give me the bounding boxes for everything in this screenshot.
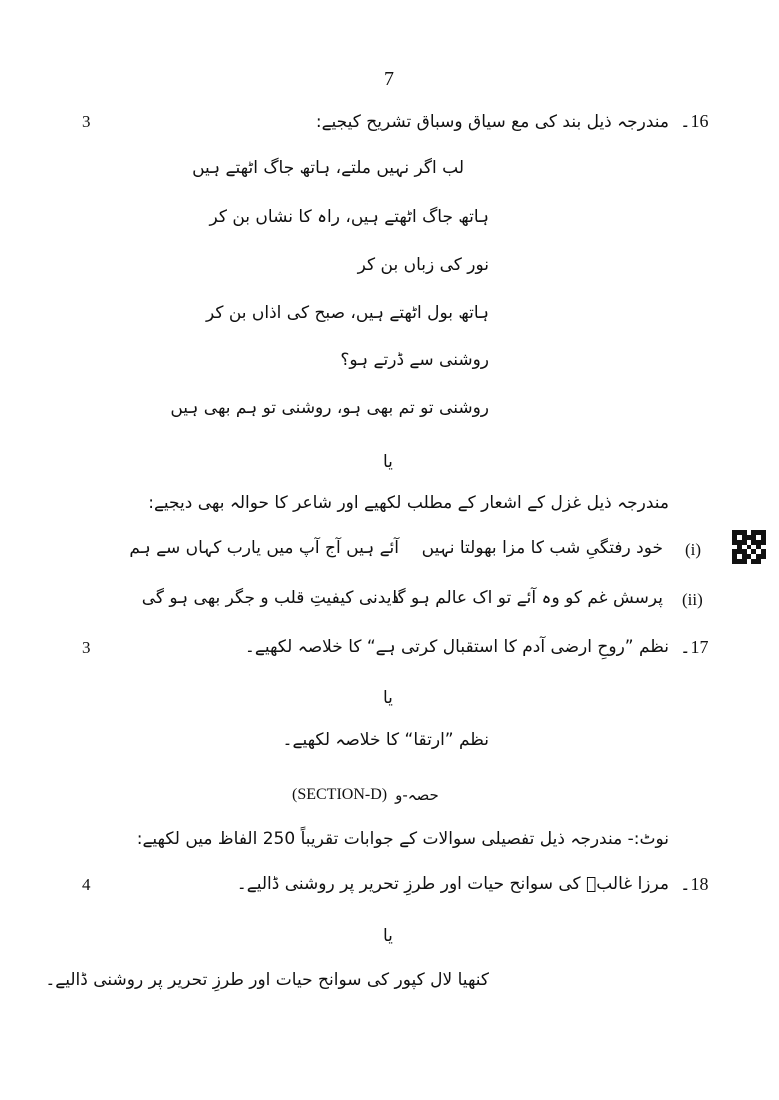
q16-number: 16۔ <box>680 111 709 131</box>
q18-or: یا <box>383 926 393 946</box>
q18-text: مرزا غالبؔ کی سوانح حیات اور طرزِ تحریر پر روشنی ڈالیے۔ <box>236 874 669 894</box>
poem-line: روشنی سے ڈرتے ہو؟ <box>340 350 489 370</box>
poem-line: ہاتھ جاگ اٹھتے ہیں، راہ کا نشاں بن کر <box>209 207 489 227</box>
couplet-label: (ii) <box>682 590 703 609</box>
couplet-label: (i) <box>685 540 702 559</box>
couplet-first-line: خود رفتگیِ شب کا مزا بھولتا نہیں <box>421 538 663 558</box>
q17-or: یا <box>383 688 393 708</box>
poem-line: ہاتھ بول اٹھتے ہیں، صبح کی اذاں بن کر <box>205 303 489 323</box>
q17-alt-text: نظم ”ارتقا“ کا خلاصہ لکھیے۔ <box>282 730 489 750</box>
poem-line: نور کی زباں بن کر <box>357 255 489 275</box>
q16-instruction: مندرجہ ذیل بند کی مع سیاق وسباق تشریح کیجیے: <box>315 112 669 132</box>
poem-line: لب اگر نہیں ملتے، ہاتھ جاگ اٹھتے ہیں <box>192 158 464 178</box>
section-heading-english: (SECTION-D) <box>292 786 388 803</box>
section-heading <box>292 786 439 804</box>
q18-alt-text: کنھیا لال کپور کی سوانح حیات اور طرزِ تحریر پر روشنی ڈالیے۔ <box>45 970 489 990</box>
couplet-second-line: دیدنی کیفیتِ قلب و جگر بھی ہو گی <box>141 588 399 608</box>
couplet-first-line: پرسش غم کو وہ آئے تو اک عالم ہو گا <box>392 588 663 608</box>
couplet-second-line: آئے ہیں آج آپ میں یارب کہاں سے ہم <box>129 538 399 558</box>
page-number: 7 <box>384 68 394 90</box>
q18-marks: 4 <box>82 875 91 894</box>
q16-alt-instruction: مندرجہ ذیل غزل کے اشعار کے مطلب لکھیے اور شاعر کا حوالہ بھی دیجیے: <box>148 493 669 513</box>
q17-marks: 3 <box>82 638 91 657</box>
q16-or: یا <box>383 452 393 472</box>
q17-number: 17۔ <box>680 637 709 657</box>
q17-text: نظم ”روحِ ارضی آدم کا استقبال کرتی ہے“ کا خلاصہ لکھیے۔ <box>244 637 669 657</box>
section-heading-urdu: حصہ-و <box>395 786 439 804</box>
q16-marks: 3 <box>82 112 91 131</box>
note: نوٹ:- مندرجہ ذیل تفصیلی سوالات کے جوابات تقریباً 250 الفاظ میں لکھیے: <box>136 829 669 849</box>
qr-code-icon <box>732 530 766 564</box>
q18-number: 18۔ <box>680 874 709 894</box>
poem-line: روشنی تو تم بھی ہو، روشنی تو ہم بھی ہیں <box>170 398 489 418</box>
